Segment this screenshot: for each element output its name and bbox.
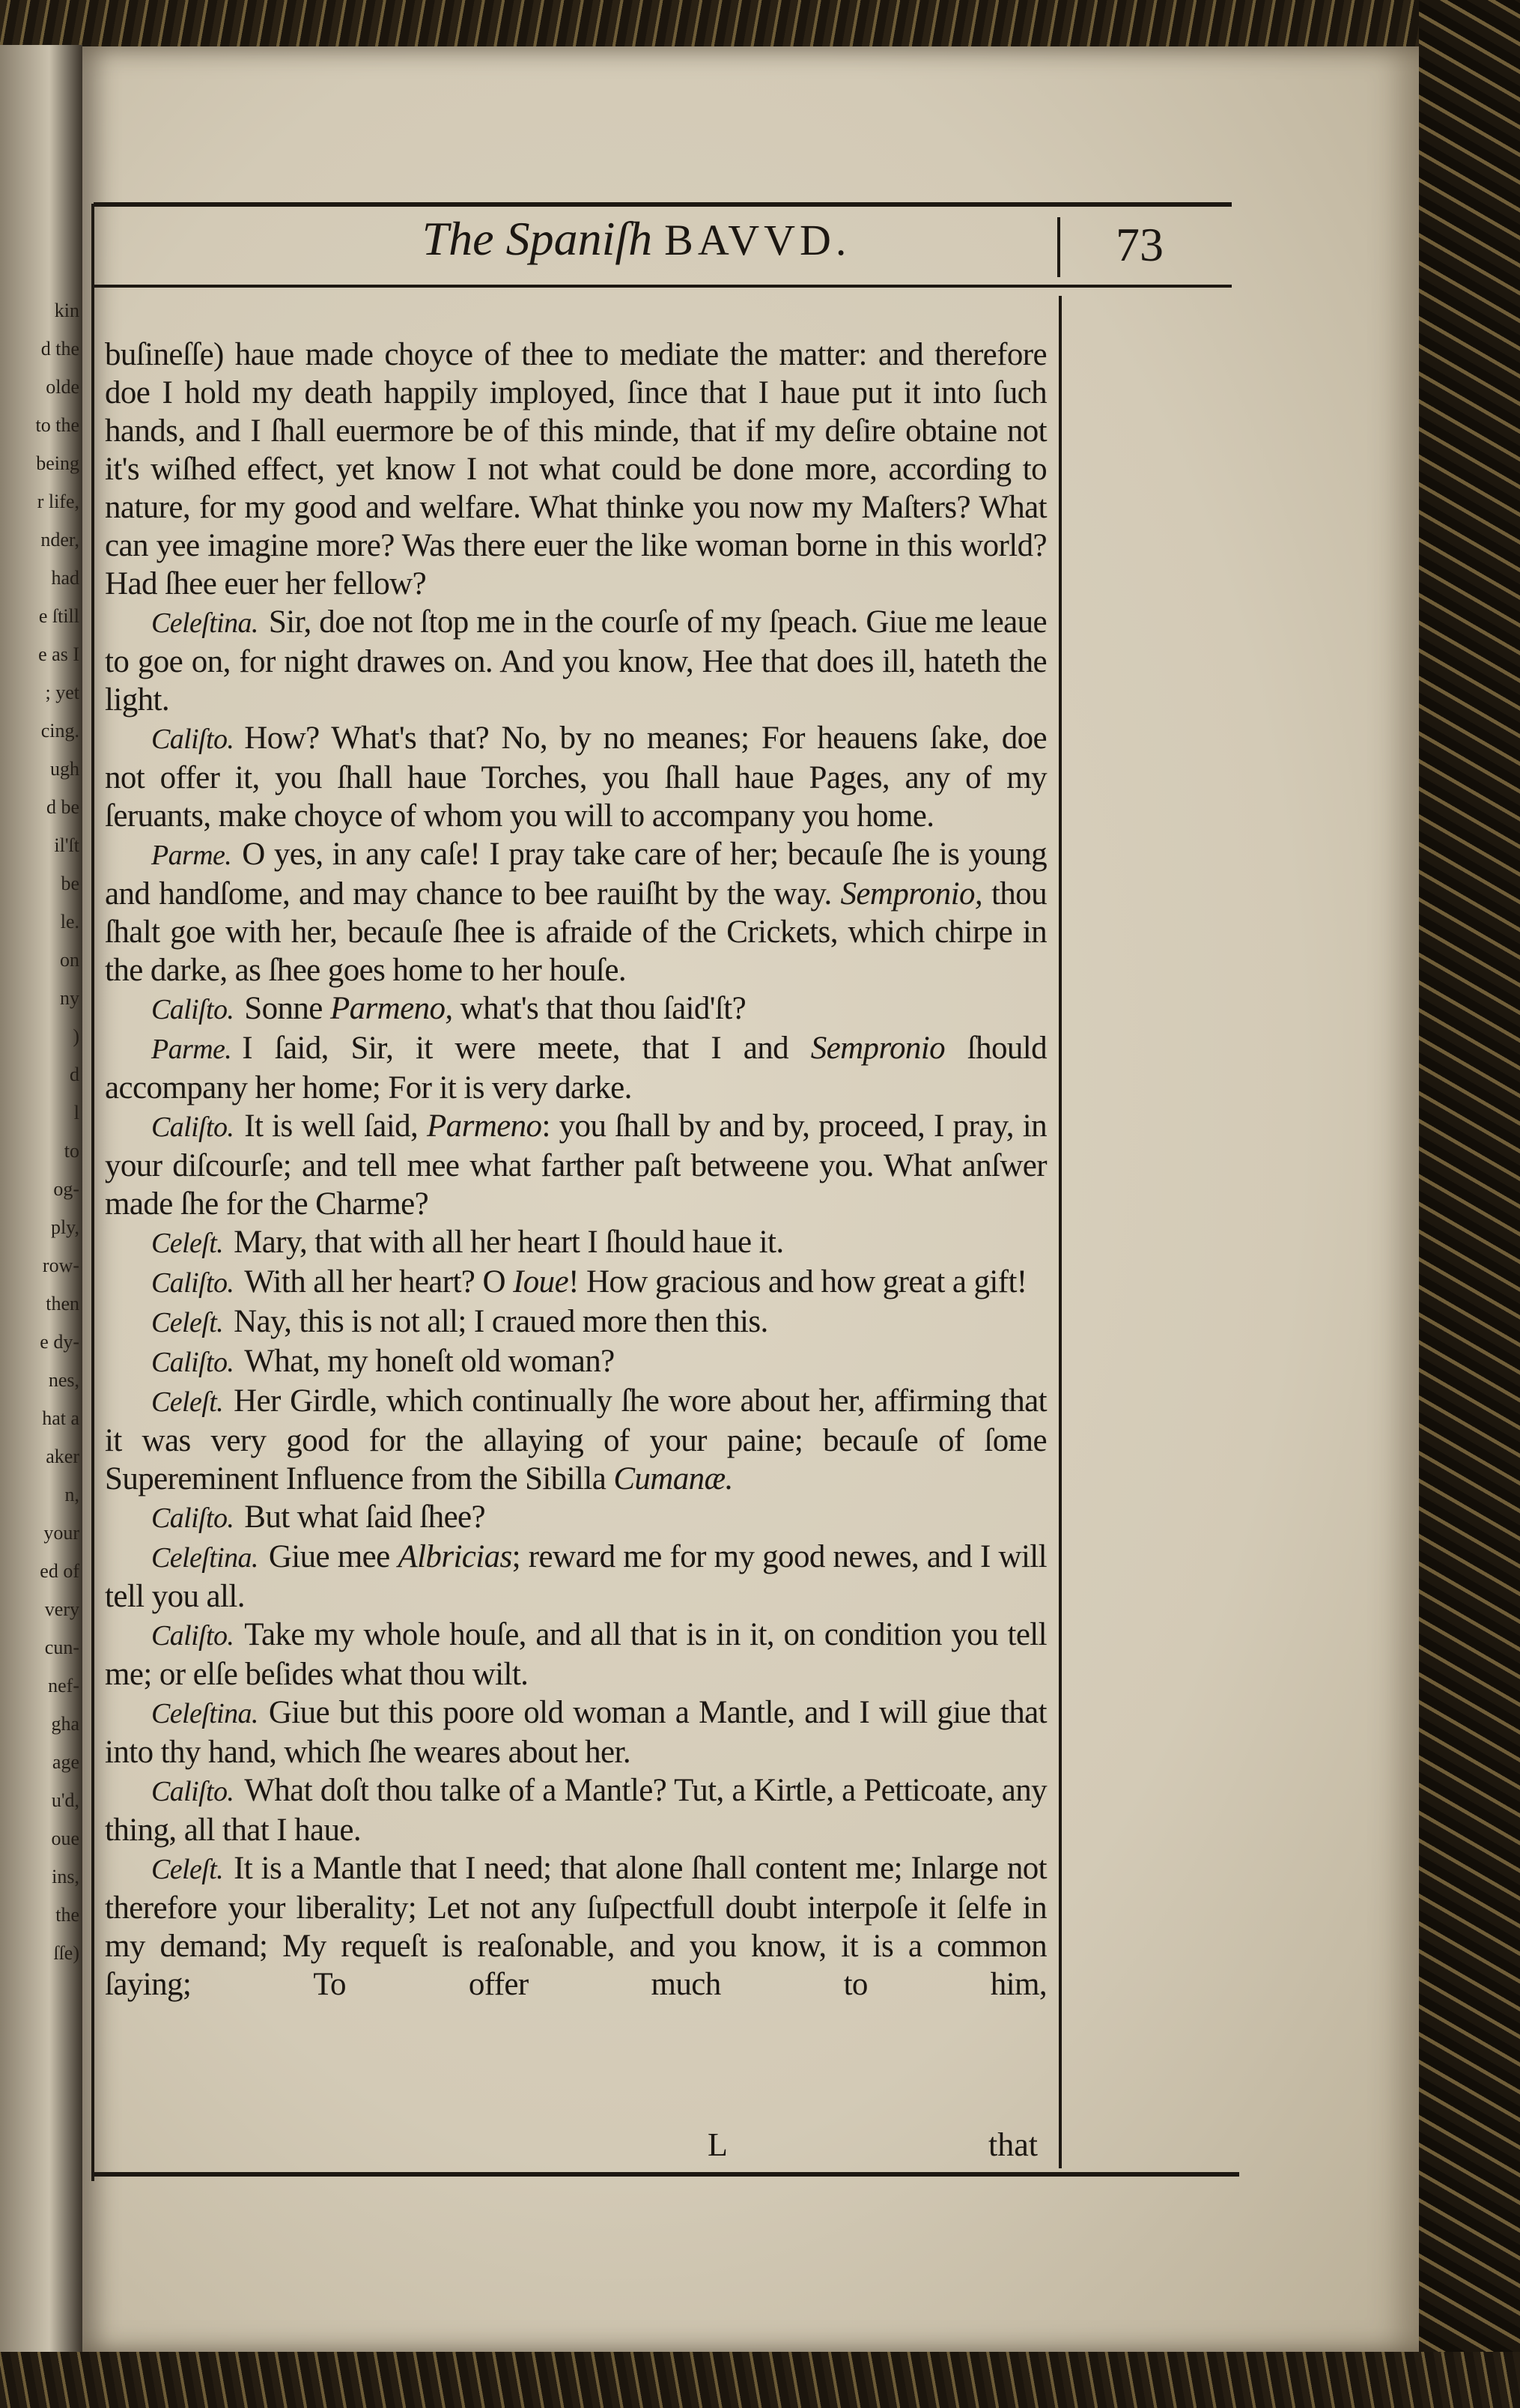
text-segment: ſhould accompany her home; For it is very darke. [105,1031,1047,1106]
facing-page-fragment: cing. [40,720,79,741]
facing-page-fragment: ſſe) [53,1942,79,1964]
italic-text: Ioue [513,1264,569,1299]
facing-page-fragment: ed of [40,1560,79,1582]
facing-page-fragment: ny [60,987,79,1009]
paragraph [105,1302,1047,1342]
text-segment: But what ſaid ſhee? [244,1499,486,1535]
facing-page-fragment: ; yet [45,682,79,703]
speaker-name: Celeſt. [151,1386,224,1418]
text-segment: Giue mee [268,1539,398,1574]
facing-page-fragment: aker [46,1446,79,1467]
header-divider [1057,217,1060,277]
facing-page-fragment: had [51,567,79,589]
page-number: 73 [1116,218,1164,271]
italic-text: Albricias [398,1539,512,1574]
text-segment: Mary, that with all her heart I ſhould haue it. [234,1225,784,1260]
facing-page-fragment: be [61,873,79,894]
frame-left-rule [91,204,94,2181]
facing-page-fragment: oue [51,1828,79,1849]
facing-page-fragment: the [55,1904,79,1926]
facing-page-fragment: age [52,1751,79,1773]
speaker-name: Celeſtina. [151,1542,258,1574]
speaker-name: Caliſto. [151,1776,234,1807]
facing-page-fragment: to the [35,414,79,436]
italic-text: Sempronio, [840,876,983,912]
italic-text: Cumanæ. [613,1461,733,1496]
facing-page-fragment: row- [42,1255,79,1276]
text-segment: Giue but this poore old woman a Mantle, and I will giue that into thy hand, which ſhe weares about her. [105,1695,1047,1770]
text-segment: I ſaid, Sir, it were meete, that I and [242,1031,811,1066]
catchword: that [988,2126,1038,2163]
text-segment: With all her heart? O [244,1264,514,1299]
paragraph [105,1223,1047,1263]
facing-page-fragment: ugh [50,758,79,780]
italic-text: Parmeno [427,1109,542,1144]
speaker-name: Caliſto. [151,994,234,1025]
paragraph [105,1498,1047,1538]
speaker-name: Caliſto. [151,1502,234,1534]
facing-page-fragment: ply, [50,1216,79,1238]
paragraph [105,1029,1047,1107]
running-title [225,211,1048,267]
paragraph [105,1849,1047,2004]
speaker-name: Caliſto. [151,724,234,755]
paragraph [105,835,1047,989]
paragraph [105,603,1047,719]
paragraph [105,719,1047,835]
paragraph [105,1616,1047,1693]
speaker-name: Celeſt. [151,1854,224,1885]
speaker-name: Celeſt. [151,1228,224,1259]
facing-page-fragment: d the [40,338,79,360]
facing-page-fragment: olde [46,376,79,398]
text-segment: It is a Mantle that I need; that alone ſhall content me; Inlarge not therefore your liberality; Let not any ſuſpectfull doubt interpoſe it ſelfe in my demand; My requeſt is reaſonable, and you know, it is a common ſaying; To offer much to him, [105,1851,1047,2002]
text-segment: ! How gracious and how great a gift! [568,1264,1027,1299]
facing-page-fragment: nef- [48,1675,79,1696]
facing-page-fragment: your [43,1522,79,1544]
paragraph [105,1107,1047,1223]
facing-page-fragment: being [36,452,79,474]
text-segment: O yes, in any caſe! I pray take care of her; becauſe ſhe is young and handſome, and may chance to bee rauiſht by the way. [105,837,1047,912]
facing-page-fragment: il'ſt [54,834,79,856]
body-text [105,336,1047,2004]
facing-page-fragment: gha [51,1713,79,1735]
facing-page-fragment: nder, [40,529,79,551]
paragraph [105,1342,1047,1382]
speaker-name: Caliſto. [151,1620,234,1652]
text-segment: Her Girdle, which continually ſhe wore about her, affirming that it was very good for the allaying of your paine; becauſe of ſome Supereminent Influence from the Sibilla [105,1383,1047,1496]
text-segment: What, my honeſt old woman? [244,1344,615,1379]
speaker-name: Caliſto. [151,1347,234,1378]
header-top-rule [94,202,1232,207]
text-segment: Sir, doe not ſtop me in the courſe of my ſpeach. Giue me leaue to goe on, for night drawes on. And you know, Hee that does ill, hateth the light. [105,604,1047,718]
speaker-name: Parme. [151,840,232,871]
text-segment: what's that thou ſaid'ſt? [452,991,747,1026]
facing-page-fragment: nes, [48,1369,79,1391]
facing-page-fragment: cun- [44,1637,79,1658]
text-segment: Nay, this is not all; I craued more then this. [234,1304,768,1339]
facing-page-fragment: e dy- [40,1331,79,1353]
facing-page-fragment: kin [54,300,79,321]
facing-page-fragment: ) [73,1025,79,1047]
paragraph [105,1538,1047,1616]
text-segment: Sonne [244,991,330,1026]
running-title-italic: The Spaniſh [422,212,653,265]
text-right-rule [1059,296,1062,2168]
text-segment: thou ſhalt goe with her, becauſe ſhee is afraide of the Crickets, which chirpe in the darke, as ſhee goes home to her houſe. [105,876,1047,988]
facing-page-edge [0,45,82,2359]
facing-page-fragment: u'd, [51,1789,79,1811]
text-segment: It is well ſaid, [244,1109,428,1144]
facing-page-fragment: le. [60,911,79,932]
facing-page-fragment: very [44,1598,79,1620]
paragraph [105,1693,1047,1771]
facing-page-fragment: d be [46,796,79,818]
speaker-name: Celeſtina. [151,607,258,639]
facing-page-fragment: og- [53,1178,79,1200]
facing-page-fragment: l [73,1102,79,1123]
running-title-caps: BAVVD. [664,216,851,264]
speaker-name: Caliſto. [151,1111,234,1143]
text-segment: ; reward me for my good newes, and I will tell you all. [105,1539,1047,1614]
italic-text: Sempronio [810,1031,946,1066]
paragraph [105,1382,1047,1498]
text-segment: : you ſhall by and by, proceed, I pray, in your diſcourſe; and tell mee what farther paſt betweene you. What anſwer made ſhe for the Charme? [105,1109,1048,1222]
text-segment: buſineſſe) haue made choyce of thee to mediate the matter: and therefore doe I hold my death happily imployed, ſince that I haue put it into ſuch hands, and I ſhall euermore be of this minde, that if my deſire obtaine not it's wiſhed effect, yet know I not what could be done more, according to nature, for my good and welfare. What thinke you now my Maſters? What can yee imagine more? Was there euer the like woman borne in this world? Had ſhee euer her fellow? [105,337,1047,601]
facing-page-fragment: e as I [38,643,79,665]
facing-page-fragment: r life, [37,491,79,512]
paragraph [105,1771,1047,1849]
facing-page-fragment: ins, [52,1866,79,1887]
speaker-name: Celeſtina. [151,1698,258,1729]
facing-page-fragment: e ſtill [38,605,79,627]
text-segment: Take my whole houſe, and all that is in it, on condition you tell me; or elſe beſides what thou wilt. [105,1617,1047,1692]
book-bottom-edge [0,2352,1520,2408]
italic-text: Parmeno, [329,991,453,1026]
paragraph [105,1263,1047,1302]
speaker-name: Caliſto. [151,1267,234,1299]
facing-page-fragment: n, [64,1484,79,1505]
facing-page-fragment: to [64,1140,79,1162]
facing-page-fragment: on [60,949,79,971]
text-segment: How? What's that? No, by no meanes; For heauens ſake, doe not offer it, you ſhall haue Torches, you ſhall haue Pages, any of my ſeruants, make choyce of whom you will to accompany you home. [105,721,1047,834]
facing-page-fragment: then [46,1293,79,1314]
book-binding-edge [1419,0,1520,2408]
signature-mark: L [708,2126,728,2163]
footer-rule [94,2172,1239,2177]
paragraph [105,989,1047,1029]
header-bottom-rule [94,285,1232,288]
text-segment: What doſt thou talke of a Mantle? Tut, a Kirtle, a Petticoate, any thing, all that I haue. [105,1773,1047,1848]
facing-page-fragment: hat a [42,1407,79,1429]
paragraph [105,336,1047,603]
speaker-name: Parme. [151,1034,232,1065]
speaker-name: Celeſt. [151,1307,224,1338]
facing-page-fragment: d [70,1064,79,1085]
